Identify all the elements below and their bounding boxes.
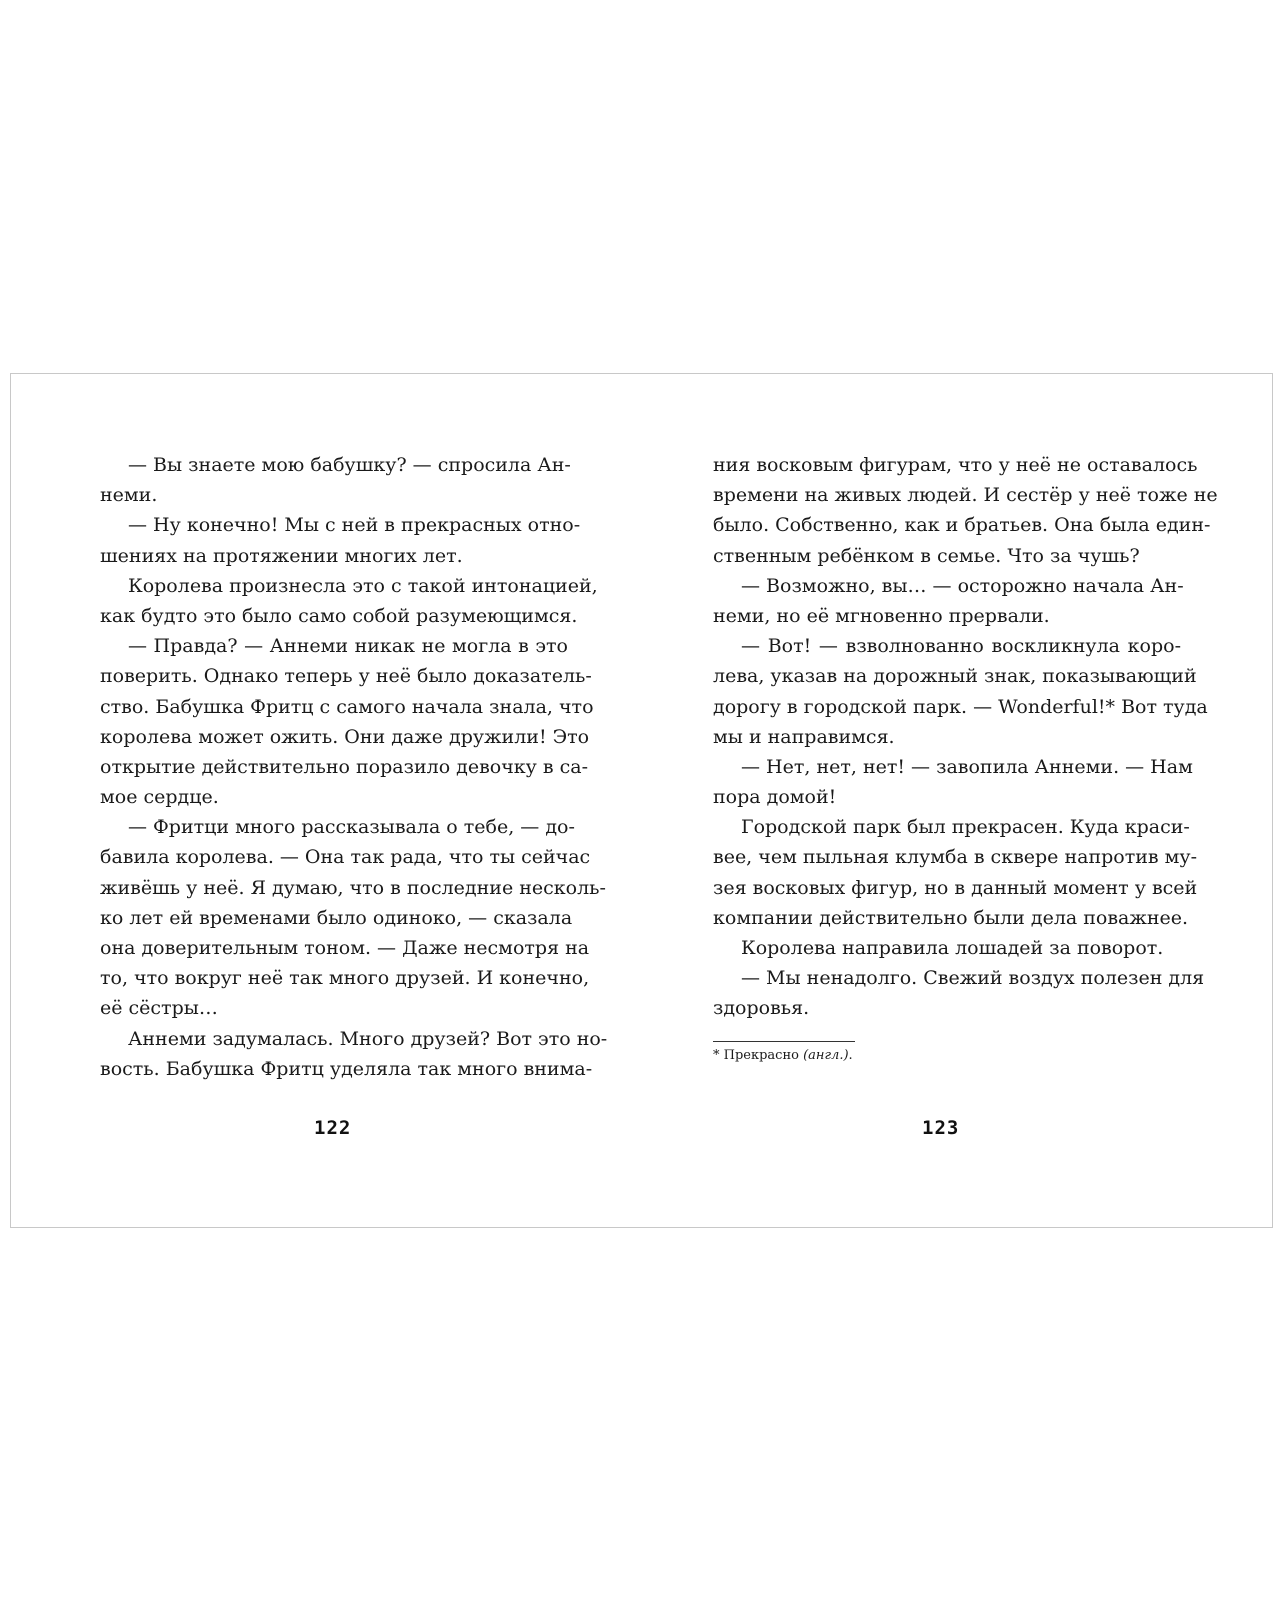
right-text-line: вее, чем пыльная клумба в сквере напротив му- [713, 846, 1197, 869]
right-text-line: Городской парк был прекрасен. Куда краси- [741, 816, 1190, 839]
left-text-line: ко лет ей временами было одиноко, — сказала [100, 906, 573, 929]
right-page-text [713, 450, 1218, 1066]
right-text-line: здоровья. [713, 997, 810, 1020]
left-text-line: она доверительным тоном. — Даже несмотря на [100, 937, 590, 959]
right-text-line: — Мы ненадолго. Свежий воздух полезен для [741, 967, 1205, 990]
right-text-line: — Вот! — взволнованно воскликнула коро- [741, 635, 1181, 658]
left-text-line: ство. Бабушка Фритц с самого начала знала, что [100, 695, 594, 718]
left-text-line: неми. [100, 484, 158, 507]
left-text-line: вость. Бабушка Фритц уделяла так много внима- [100, 1057, 593, 1080]
left-text-line: — Ну конечно! Мы с ней в прекрасных отно- [128, 514, 581, 537]
right-text-line: мы и направимся. [713, 725, 895, 748]
left-text-line: — Вы знаете мою бабушку? — спросила Ан- [128, 454, 571, 476]
left-text-line: Аннеми задумалась. Много друзей? Вот это но- [128, 1027, 608, 1050]
left-text-line: её сёстры… [100, 997, 218, 1020]
footnote-rule [713, 1041, 855, 1042]
left-page-text [100, 450, 608, 1084]
book-spread [10, 373, 1273, 1228]
left-text-line: — Фритци много рассказывала о тебе, — до- [128, 816, 575, 839]
left-text-line: живёшь у неё. Я думаю, что в последние несколь- [100, 876, 606, 899]
left-text-line: шениях на протяжении многих лет. [100, 544, 463, 567]
right-text-line: дорогу в городской парк. — Wonderful!* Вот туда [713, 695, 1208, 718]
footnote [713, 1046, 1181, 1066]
left-text-line: королева может ожить. Они даже дружили! Это [100, 725, 590, 748]
right-text-line: компании действительно были дела поважнее. [713, 906, 1189, 929]
footnote-text: * Прекрасно [713, 1047, 804, 1063]
footnote-italic: (англ.) [803, 1047, 849, 1063]
left-text-line: открытие действительно поразило девочку в са- [100, 755, 589, 778]
right-page-lines [713, 450, 1218, 1024]
right-text-line: ния восковым фигурам, что у неё не оставалось [713, 454, 1198, 476]
right-text-line: неми, но её мгновенно прервали. [713, 604, 1050, 627]
right-text-line: времени на живых людей. И сестёр у неё тоже не [713, 484, 1218, 507]
left-text-line: как будто это было само собой разумеющимся. [100, 604, 578, 627]
page-number-right: 123 [922, 1117, 960, 1139]
right-text-line: — Возможно, вы… — осторожно начала Ан- [741, 574, 1184, 597]
left-text-line: то, что вокруг неё так много друзей. И конечно, [100, 967, 590, 990]
page-number-left: 122 [314, 1117, 352, 1139]
right-text-line: пора домой! [713, 786, 837, 809]
left-text-line: бавила королева. — Она так рада, что ты сейчас [100, 846, 591, 869]
left-text-line: мое сердце. [100, 786, 219, 809]
footnote-end: . [848, 1047, 853, 1063]
right-text-line: лева, указав на дорожный знак, показывающий [713, 665, 1197, 688]
left-text-line: поверить. Однако теперь у неё было доказатель- [100, 665, 592, 688]
right-text-line: Королева направила лошадей за поворот. [741, 937, 1164, 959]
right-text-line: зея восковых фигур, но в данный момент у всей [713, 876, 1198, 899]
left-text-line: Королева произнесла это с такой интонацией, [128, 574, 598, 597]
left-text-line: — Правда? — Аннеми никак не могла в это [128, 635, 568, 658]
right-text-line: ственным ребёнком в семье. Что за чушь? [713, 544, 1140, 567]
right-text-line: было. Собственно, как и братьев. Она была един- [713, 514, 1211, 537]
right-text-line: — Нет, нет, нет! — завопила Аннеми. — Нам [741, 755, 1193, 778]
